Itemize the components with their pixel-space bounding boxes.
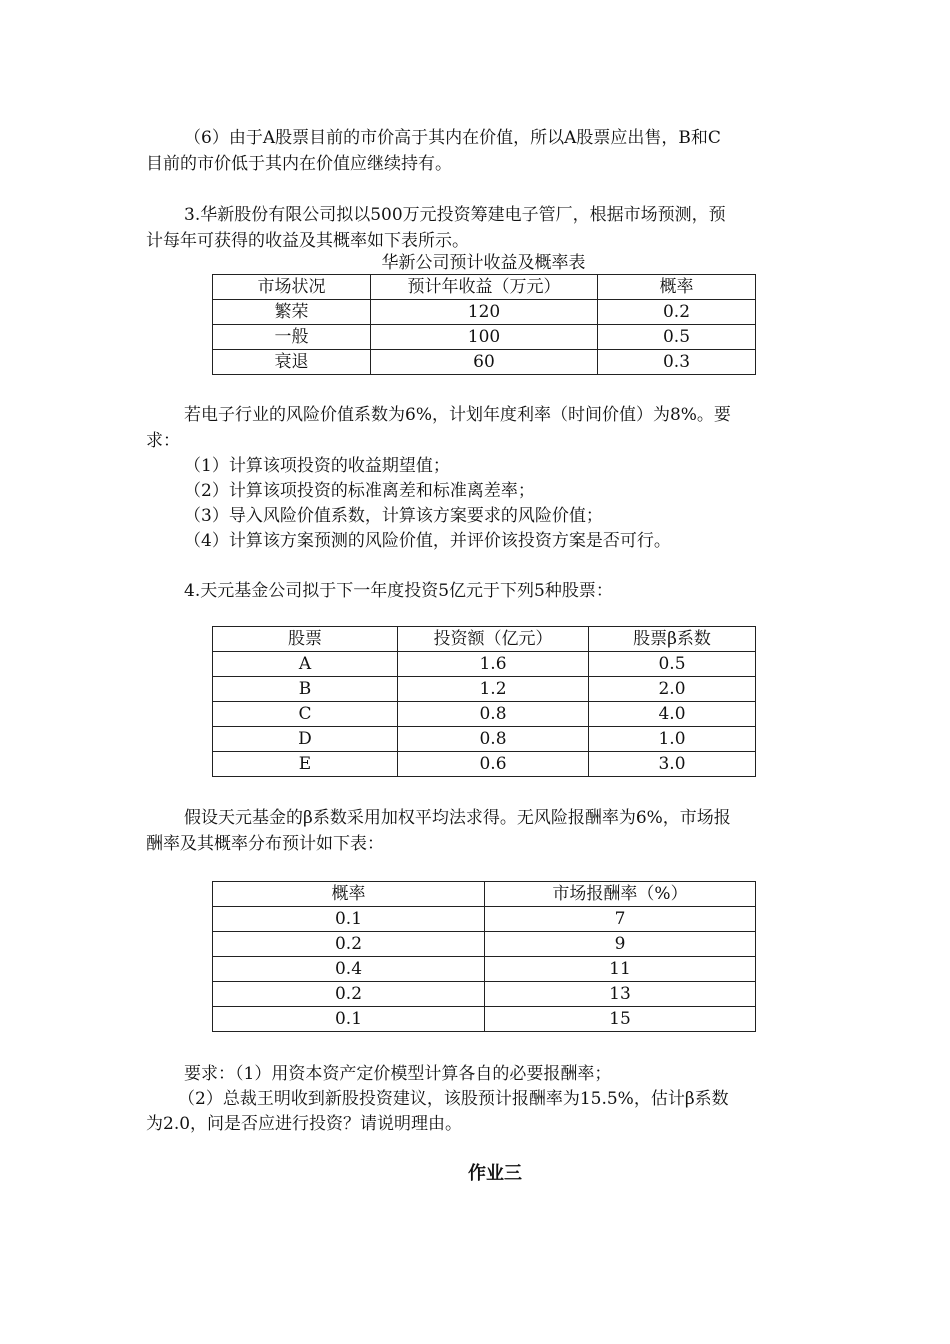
- table-header-cell: 市场状况: [213, 275, 371, 300]
- table-cell: 0.6: [398, 752, 589, 777]
- table-header-cell: 预计年收益（万元）: [371, 275, 598, 300]
- table-row: [213, 752, 756, 777]
- table-row: [213, 932, 756, 957]
- table-row: [213, 1007, 756, 1032]
- q3-intro-line2: 计每年可获得的收益及其概率如下表所示。: [146, 231, 469, 251]
- q3-intro-line1: 3.华新股份有限公司拟以500万元投资筹建电子管厂，根据市场预测，预: [184, 205, 726, 225]
- q4-stocks-table: [212, 626, 756, 777]
- table-header-row: [213, 882, 756, 907]
- table-row: [213, 350, 756, 375]
- q3-item-2: （2）计算该项投资的标准离差和标准离差率；: [184, 481, 535, 501]
- q3-item-4: （4）计算该方案预测的风险价值，并评价该投资方案是否可行。: [184, 531, 671, 551]
- table-cell: 0.4: [213, 957, 485, 982]
- table-cell: 1.2: [398, 677, 589, 702]
- table-row: [213, 677, 756, 702]
- table-cell: E: [213, 752, 398, 777]
- table-cell: 0.2: [213, 932, 485, 957]
- table-header-cell: 市场报酬率（%）: [485, 882, 756, 907]
- q3-item-3: （3）导入风险价值系数，计算该方案要求的风险价值；: [184, 506, 603, 526]
- q3-req-line1: 若电子行业的风险价值系数为6%，计划年度利率（时间价值）为8%。要: [184, 405, 731, 425]
- q3-table: [212, 274, 756, 375]
- table-header-cell: 概率: [213, 882, 485, 907]
- table-cell: 60: [371, 350, 598, 375]
- table-cell: C: [213, 702, 398, 727]
- table-cell: 0.1: [213, 907, 485, 932]
- table-header-cell: 概率: [598, 275, 756, 300]
- table-row: [213, 300, 756, 325]
- table-cell: A: [213, 652, 398, 677]
- q3-req-line2: 求：: [146, 431, 180, 451]
- table-cell: 9: [485, 932, 756, 957]
- table-cell: 120: [371, 300, 598, 325]
- q4-assume-line2: 酬率及其概率分布预计如下表：: [146, 834, 384, 854]
- table-cell: 一般: [213, 325, 371, 350]
- table-cell: 1.0: [589, 727, 756, 752]
- table-cell: 11: [485, 957, 756, 982]
- table-cell: 0.5: [589, 652, 756, 677]
- table-row: [213, 727, 756, 752]
- table-cell: 1.6: [398, 652, 589, 677]
- table-row: [213, 652, 756, 677]
- q3-table-title: 华新公司预计收益及概率表: [381, 253, 586, 273]
- table-cell: B: [213, 677, 398, 702]
- q4-req-1: 要求：（1）用资本资产定价模型计算各自的必要报酬率；: [184, 1064, 612, 1084]
- table-cell: 0.2: [213, 982, 485, 1007]
- table-row: [213, 907, 756, 932]
- table-cell: 0.5: [598, 325, 756, 350]
- table-header-cell: 股票β系数: [589, 627, 756, 652]
- table-cell: 7: [485, 907, 756, 932]
- table-cell: 4.0: [589, 702, 756, 727]
- table-cell: 繁荣: [213, 300, 371, 325]
- table-row: [213, 957, 756, 982]
- q4-req-2-line2: 为2.0，问是否应进行投资？请说明理由。: [146, 1114, 463, 1134]
- table-cell: D: [213, 727, 398, 752]
- table-header-row: [213, 627, 756, 652]
- table-cell: 3.0: [589, 752, 756, 777]
- table-cell: 0.1: [213, 1007, 485, 1032]
- q4-market-table: [212, 881, 756, 1032]
- table-header-cell: 股票: [213, 627, 398, 652]
- q3-item-1: （1）计算该项投资的收益期望值；: [184, 456, 450, 476]
- table-cell: 13: [485, 982, 756, 1007]
- q4-intro: 4.天元基金公司拟于下一年度投资5亿元于下列5种股票：: [184, 581, 613, 601]
- q4-req-2-line1: （2）总裁王明收到新股投资建议，该股预计报酬率为15.5%，估计β系数: [178, 1089, 729, 1109]
- table-cell: 2.0: [589, 677, 756, 702]
- table-header-cell: 投资额（亿元）: [398, 627, 589, 652]
- table-cell: 0.8: [398, 727, 589, 752]
- p6-line2: 目前的市价低于其内在价值应继续持有。: [146, 154, 452, 174]
- table-header-row: [213, 275, 756, 300]
- table-cell: 15: [485, 1007, 756, 1032]
- table-cell: 0.2: [598, 300, 756, 325]
- table-row: [213, 325, 756, 350]
- table-cell: 0.8: [398, 702, 589, 727]
- table-row: [213, 982, 756, 1007]
- p6-line1: （6）由于A股票目前的市价高于其内在价值，所以A股票应出售，B和C: [184, 128, 721, 148]
- table-cell: 100: [371, 325, 598, 350]
- section-title: 作业三: [468, 1163, 522, 1184]
- table-row: [213, 702, 756, 727]
- table-cell: 0.3: [598, 350, 756, 375]
- q4-assume-line1: 假设天元基金的β系数采用加权平均法求得。无风险报酬率为6%，市场报: [184, 808, 731, 828]
- table-cell: 衰退: [213, 350, 371, 375]
